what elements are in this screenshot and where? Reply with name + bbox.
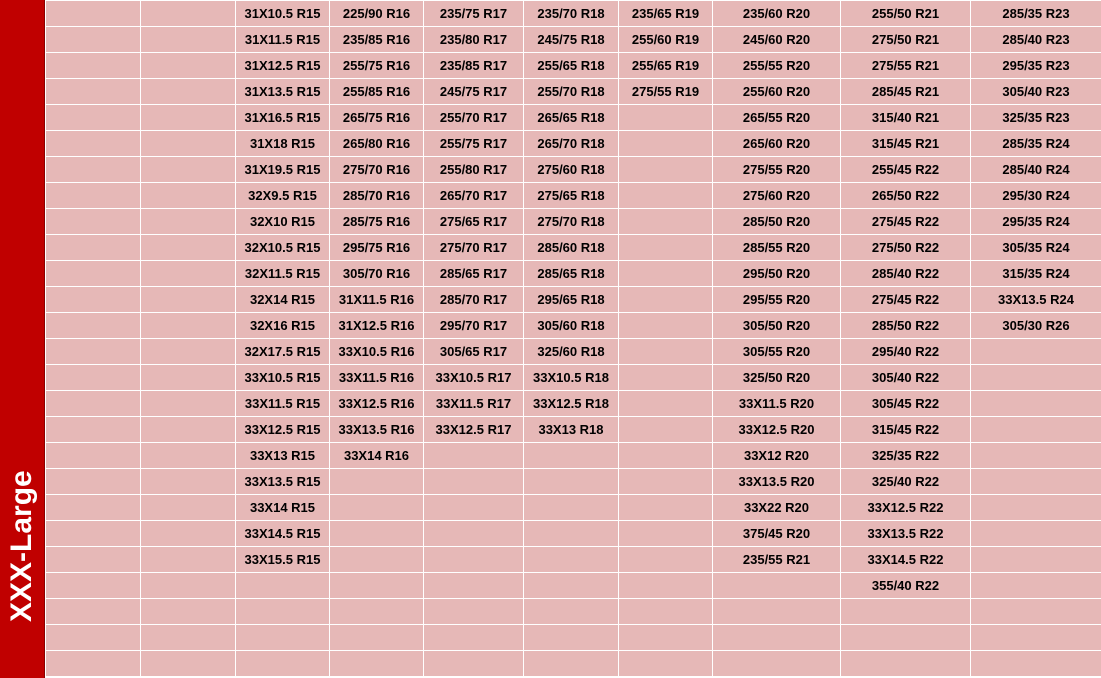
table-cell[interactable] xyxy=(46,183,141,209)
table-cell[interactable] xyxy=(619,391,713,417)
table-cell[interactable] xyxy=(141,573,236,599)
table-cell[interactable]: 295/35 R24 xyxy=(971,209,1101,235)
table-cell[interactable] xyxy=(141,183,236,209)
table-cell[interactable]: 315/45 R21 xyxy=(841,131,971,157)
table-cell[interactable]: 245/75 R18 xyxy=(524,27,619,53)
table-cell[interactable] xyxy=(141,495,236,521)
table-cell[interactable]: 295/35 R23 xyxy=(971,53,1101,79)
table-cell[interactable] xyxy=(141,365,236,391)
table-cell[interactable]: 33X12.5 R15 xyxy=(236,417,330,443)
table-cell[interactable] xyxy=(619,105,713,131)
table-cell[interactable]: 285/40 R24 xyxy=(971,157,1101,183)
table-cell[interactable]: 275/70 R18 xyxy=(524,209,619,235)
table-cell[interactable]: 33X12.5 R22 xyxy=(841,495,971,521)
table-cell[interactable] xyxy=(46,391,141,417)
table-row xyxy=(46,339,1101,365)
table-cell[interactable]: 275/70 R16 xyxy=(330,157,424,183)
table-cell[interactable] xyxy=(330,651,424,677)
table-cell[interactable] xyxy=(141,53,236,79)
table-cell[interactable]: 275/50 R21 xyxy=(841,27,971,53)
table-cell[interactable] xyxy=(619,313,713,339)
table-cell[interactable] xyxy=(524,599,619,625)
table-cell[interactable] xyxy=(424,495,524,521)
table-cell[interactable] xyxy=(236,651,330,677)
table-row xyxy=(46,443,1101,469)
table-cell[interactable] xyxy=(330,547,424,573)
table-cell[interactable] xyxy=(619,573,713,599)
table-cell[interactable] xyxy=(619,183,713,209)
table-cell[interactable]: 31X12.5 R15 xyxy=(236,53,330,79)
table-cell[interactable]: 33X13.5 R22 xyxy=(841,521,971,547)
table-cell[interactable] xyxy=(236,599,330,625)
table-cell[interactable] xyxy=(330,599,424,625)
table-cell[interactable] xyxy=(46,287,141,313)
table-cell[interactable]: 245/75 R17 xyxy=(424,79,524,105)
table-cell[interactable] xyxy=(46,339,141,365)
table-cell[interactable]: 255/50 R21 xyxy=(841,1,971,27)
table-cell[interactable]: 305/65 R17 xyxy=(424,339,524,365)
table-cell[interactable] xyxy=(619,469,713,495)
table-cell[interactable]: 375/45 R20 xyxy=(713,521,841,547)
table-cell[interactable] xyxy=(524,469,619,495)
table-row xyxy=(46,287,1101,313)
table-row xyxy=(46,131,1101,157)
table-cell[interactable] xyxy=(619,443,713,469)
table-row xyxy=(46,157,1101,183)
table-cell[interactable]: 255/85 R16 xyxy=(330,79,424,105)
table-cell[interactable]: 265/60 R20 xyxy=(713,131,841,157)
table-cell[interactable] xyxy=(424,469,524,495)
table-cell[interactable] xyxy=(524,625,619,651)
table-cell[interactable]: 305/50 R20 xyxy=(713,313,841,339)
table-cell[interactable]: 305/70 R16 xyxy=(330,261,424,287)
table-cell[interactable] xyxy=(46,313,141,339)
table-row xyxy=(46,521,1101,547)
table-row xyxy=(46,365,1101,391)
table-cell[interactable]: 33X13.5 R15 xyxy=(236,469,330,495)
table-cell[interactable] xyxy=(46,27,141,53)
table-row xyxy=(46,53,1101,79)
table-row xyxy=(46,261,1101,287)
table-cell[interactable] xyxy=(141,261,236,287)
table-cell[interactable] xyxy=(141,651,236,677)
table-cell[interactable]: 33X10.5 R16 xyxy=(330,339,424,365)
table-cell[interactable]: 32X14 R15 xyxy=(236,287,330,313)
table-cell[interactable] xyxy=(971,495,1101,521)
table-cell[interactable] xyxy=(971,521,1101,547)
table-cell[interactable]: 235/75 R17 xyxy=(424,1,524,27)
table-cell[interactable]: 285/35 R23 xyxy=(971,1,1101,27)
table-cell[interactable]: 285/75 R16 xyxy=(330,209,424,235)
table-cell[interactable]: 265/55 R20 xyxy=(713,105,841,131)
table-cell[interactable]: 275/55 R20 xyxy=(713,157,841,183)
table-row xyxy=(46,105,1101,131)
table-cell[interactable] xyxy=(424,547,524,573)
tire-size-table xyxy=(45,0,1101,677)
table-cell[interactable]: 33X13.5 R20 xyxy=(713,469,841,495)
table-cell[interactable] xyxy=(971,469,1101,495)
table-cell[interactable]: 33X12.5 R17 xyxy=(424,417,524,443)
table-cell[interactable] xyxy=(46,1,141,27)
table-cell[interactable]: 295/75 R16 xyxy=(330,235,424,261)
table-cell[interactable]: 285/65 R18 xyxy=(524,261,619,287)
table-cell[interactable]: 305/35 R24 xyxy=(971,235,1101,261)
table-cell[interactable] xyxy=(619,157,713,183)
table-cell[interactable]: 275/65 R18 xyxy=(524,183,619,209)
table-cell[interactable]: 32X10.5 R15 xyxy=(236,235,330,261)
table-cell[interactable]: 235/55 R21 xyxy=(713,547,841,573)
table-cell[interactable]: 265/65 R18 xyxy=(524,105,619,131)
table-cell[interactable]: 275/45 R22 xyxy=(841,209,971,235)
table-cell[interactable] xyxy=(971,651,1101,677)
table-cell[interactable] xyxy=(141,469,236,495)
table-cell[interactable]: 33X10.5 R18 xyxy=(524,365,619,391)
table-cell[interactable] xyxy=(619,417,713,443)
table-cell[interactable] xyxy=(46,521,141,547)
table-cell[interactable] xyxy=(713,573,841,599)
table-cell[interactable] xyxy=(971,339,1101,365)
table-cell[interactable]: 33X14 R15 xyxy=(236,495,330,521)
table-cell[interactable] xyxy=(141,27,236,53)
table-cell[interactable] xyxy=(424,599,524,625)
table-cell[interactable] xyxy=(46,235,141,261)
table-cell[interactable] xyxy=(619,599,713,625)
table-cell[interactable]: 33X12.5 R20 xyxy=(713,417,841,443)
table-row xyxy=(46,27,1101,53)
table-cell[interactable]: 325/50 R20 xyxy=(713,365,841,391)
table-cell[interactable]: 33X10.5 R17 xyxy=(424,365,524,391)
table-cell[interactable] xyxy=(713,651,841,677)
table-cell[interactable]: 295/65 R18 xyxy=(524,287,619,313)
table-row xyxy=(46,183,1101,209)
table-cell[interactable] xyxy=(46,261,141,287)
table-cell[interactable] xyxy=(971,573,1101,599)
table-cell[interactable] xyxy=(424,651,524,677)
table-cell[interactable] xyxy=(524,443,619,469)
table-cell[interactable]: 285/40 R23 xyxy=(971,27,1101,53)
table-cell[interactable] xyxy=(46,209,141,235)
table-cell[interactable]: 275/50 R22 xyxy=(841,235,971,261)
table-cell[interactable] xyxy=(424,573,524,599)
table-cell[interactable]: 275/60 R18 xyxy=(524,157,619,183)
table-cell[interactable]: 33X11.5 R20 xyxy=(713,391,841,417)
table-cell[interactable] xyxy=(236,573,330,599)
table-cell[interactable]: 33X12 R20 xyxy=(713,443,841,469)
table-cell[interactable] xyxy=(619,521,713,547)
table-row xyxy=(46,469,1101,495)
table-cell[interactable]: 285/65 R17 xyxy=(424,261,524,287)
table-cell[interactable]: 235/80 R17 xyxy=(424,27,524,53)
table-cell[interactable] xyxy=(619,495,713,521)
table-cell[interactable] xyxy=(330,521,424,547)
table-cell[interactable]: 305/40 R22 xyxy=(841,365,971,391)
table-cell[interactable]: 255/70 R18 xyxy=(524,79,619,105)
table-cell[interactable]: 305/30 R26 xyxy=(971,313,1101,339)
table-cell[interactable] xyxy=(971,599,1101,625)
table-cell[interactable] xyxy=(46,105,141,131)
table-cell[interactable] xyxy=(141,157,236,183)
table-cell[interactable] xyxy=(971,547,1101,573)
table-cell[interactable]: 33X13.5 R16 xyxy=(330,417,424,443)
table-cell[interactable] xyxy=(46,573,141,599)
table-cell[interactable]: 285/50 R20 xyxy=(713,209,841,235)
table-cell[interactable]: 31X19.5 R15 xyxy=(236,157,330,183)
table-cell[interactable]: 225/90 R16 xyxy=(330,1,424,27)
table-cell[interactable]: 315/40 R21 xyxy=(841,105,971,131)
table-cell[interactable]: 31X18 R15 xyxy=(236,131,330,157)
table-cell[interactable] xyxy=(46,131,141,157)
table-cell[interactable] xyxy=(619,651,713,677)
table-cell[interactable] xyxy=(524,521,619,547)
table-cell[interactable] xyxy=(330,625,424,651)
table-cell[interactable] xyxy=(141,79,236,105)
table-cell[interactable]: 255/75 R16 xyxy=(330,53,424,79)
table-cell[interactable] xyxy=(619,209,713,235)
table-row xyxy=(46,547,1101,573)
table-cell[interactable]: 295/50 R20 xyxy=(713,261,841,287)
table-cell[interactable] xyxy=(713,625,841,651)
table-cell[interactable] xyxy=(141,131,236,157)
table-cell[interactable] xyxy=(971,365,1101,391)
table-cell[interactable]: 305/40 R23 xyxy=(971,79,1101,105)
table-cell[interactable] xyxy=(46,53,141,79)
table-cell[interactable]: 235/65 R19 xyxy=(619,1,713,27)
table-cell[interactable] xyxy=(141,105,236,131)
table-cell[interactable]: 275/60 R20 xyxy=(713,183,841,209)
table-cell[interactable]: 255/60 R20 xyxy=(713,79,841,105)
table-cell[interactable]: 255/65 R19 xyxy=(619,53,713,79)
table-cell[interactable] xyxy=(330,469,424,495)
table-cell[interactable] xyxy=(619,625,713,651)
table-row xyxy=(46,1,1101,27)
table-cell[interactable]: 33X11.5 R17 xyxy=(424,391,524,417)
table-cell[interactable] xyxy=(619,547,713,573)
table-cell[interactable]: 255/60 R19 xyxy=(619,27,713,53)
table-cell[interactable] xyxy=(524,495,619,521)
table-cell[interactable]: 285/70 R16 xyxy=(330,183,424,209)
table-cell[interactable]: 255/65 R18 xyxy=(524,53,619,79)
table-cell[interactable]: 235/85 R16 xyxy=(330,27,424,53)
table-cell[interactable]: 235/85 R17 xyxy=(424,53,524,79)
table-cell[interactable]: 285/55 R20 xyxy=(713,235,841,261)
table-cell[interactable] xyxy=(524,573,619,599)
table-cell[interactable]: 315/35 R24 xyxy=(971,261,1101,287)
table-cell[interactable]: 33X14 R16 xyxy=(330,443,424,469)
table-cell[interactable] xyxy=(141,625,236,651)
table-cell[interactable]: 33X22 R20 xyxy=(713,495,841,521)
table-cell[interactable] xyxy=(141,1,236,27)
table-cell[interactable] xyxy=(46,443,141,469)
table-cell[interactable] xyxy=(46,651,141,677)
table-cell[interactable]: 295/30 R24 xyxy=(971,183,1101,209)
table-cell[interactable]: 285/60 R18 xyxy=(524,235,619,261)
table-cell[interactable] xyxy=(46,495,141,521)
table-cell[interactable] xyxy=(619,235,713,261)
table-cell[interactable]: 265/75 R16 xyxy=(330,105,424,131)
table-cell[interactable] xyxy=(619,131,713,157)
table-cell[interactable]: 32X9.5 R15 xyxy=(236,183,330,209)
table-cell[interactable] xyxy=(141,547,236,573)
table-cell[interactable]: 265/80 R16 xyxy=(330,131,424,157)
table-cell[interactable]: 33X12.5 R18 xyxy=(524,391,619,417)
table-cell[interactable] xyxy=(141,313,236,339)
table-cell[interactable] xyxy=(619,261,713,287)
table-cell[interactable]: 255/70 R17 xyxy=(424,105,524,131)
table-cell[interactable] xyxy=(619,339,713,365)
table-cell[interactable] xyxy=(330,573,424,599)
table-cell[interactable] xyxy=(619,287,713,313)
table-cell[interactable] xyxy=(524,651,619,677)
table-cell[interactable]: 255/80 R17 xyxy=(424,157,524,183)
table-cell[interactable] xyxy=(141,209,236,235)
table-row xyxy=(46,417,1101,443)
table-cell[interactable]: 265/70 R17 xyxy=(424,183,524,209)
table-row xyxy=(46,625,1101,651)
table-cell[interactable]: 33X13 R18 xyxy=(524,417,619,443)
table-cell[interactable] xyxy=(713,599,841,625)
table-cell[interactable]: 33X13.5 R24 xyxy=(971,287,1101,313)
table-cell[interactable]: 31X11.5 R16 xyxy=(330,287,424,313)
table-cell[interactable] xyxy=(524,547,619,573)
table-cell[interactable] xyxy=(619,365,713,391)
table-row xyxy=(46,599,1101,625)
table-cell[interactable]: 325/35 R23 xyxy=(971,105,1101,131)
table-cell[interactable]: 275/55 R19 xyxy=(619,79,713,105)
table-cell[interactable]: 255/55 R20 xyxy=(713,53,841,79)
table-cell[interactable] xyxy=(141,287,236,313)
table-cell[interactable]: 285/35 R24 xyxy=(971,131,1101,157)
table-row xyxy=(46,573,1101,599)
table-cell[interactable]: 275/45 R22 xyxy=(841,287,971,313)
table-cell[interactable]: 235/60 R20 xyxy=(713,1,841,27)
table-cell[interactable]: 315/45 R22 xyxy=(841,417,971,443)
table-cell[interactable] xyxy=(46,599,141,625)
section-label: XXX-Large xyxy=(5,470,38,622)
table-cell[interactable] xyxy=(330,495,424,521)
table-cell[interactable]: 295/70 R17 xyxy=(424,313,524,339)
table-cell[interactable]: 33X11.5 R15 xyxy=(236,391,330,417)
table-row xyxy=(46,495,1101,521)
table-cell[interactable]: 33X14.5 R22 xyxy=(841,547,971,573)
table-cell[interactable]: 275/65 R17 xyxy=(424,209,524,235)
table-cell[interactable]: 325/40 R22 xyxy=(841,469,971,495)
table-cell[interactable] xyxy=(841,599,971,625)
table-row xyxy=(46,209,1101,235)
table-cell[interactable]: 32X10 R15 xyxy=(236,209,330,235)
table-cell[interactable]: 295/40 R22 xyxy=(841,339,971,365)
table-cell[interactable]: 33X10.5 R15 xyxy=(236,365,330,391)
table-cell[interactable]: 265/70 R18 xyxy=(524,131,619,157)
table-cell[interactable]: 295/55 R20 xyxy=(713,287,841,313)
table-cell[interactable] xyxy=(141,417,236,443)
table-cell[interactable] xyxy=(424,443,524,469)
table-cell[interactable]: 285/50 R22 xyxy=(841,313,971,339)
table-cell[interactable] xyxy=(971,391,1101,417)
table-cell[interactable] xyxy=(141,521,236,547)
table-cell[interactable]: 31X10.5 R15 xyxy=(236,1,330,27)
table-cell[interactable]: 33X12.5 R16 xyxy=(330,391,424,417)
table-cell[interactable]: 275/55 R21 xyxy=(841,53,971,79)
table-cell[interactable] xyxy=(841,625,971,651)
table-row xyxy=(46,79,1101,105)
table-cell[interactable] xyxy=(424,521,524,547)
table-cell[interactable] xyxy=(424,625,524,651)
table-cell[interactable] xyxy=(141,339,236,365)
table-cell[interactable]: 285/70 R17 xyxy=(424,287,524,313)
table-cell[interactable] xyxy=(236,625,330,651)
table-cell[interactable]: 255/45 R22 xyxy=(841,157,971,183)
table-cell[interactable] xyxy=(46,625,141,651)
table-cell[interactable]: 31X12.5 R16 xyxy=(330,313,424,339)
table-cell[interactable] xyxy=(46,157,141,183)
table-cell[interactable] xyxy=(46,79,141,105)
table-cell[interactable]: 33X14.5 R15 xyxy=(236,521,330,547)
table-cell[interactable] xyxy=(46,365,141,391)
table-cell[interactable]: 32X11.5 R15 xyxy=(236,261,330,287)
table-cell[interactable]: 265/50 R22 xyxy=(841,183,971,209)
table-cell[interactable]: 32X16 R15 xyxy=(236,313,330,339)
table-cell[interactable]: 305/55 R20 xyxy=(713,339,841,365)
section-band xyxy=(0,0,45,678)
table-cell[interactable] xyxy=(971,443,1101,469)
table-cell[interactable]: 31X13.5 R15 xyxy=(236,79,330,105)
table-cell[interactable] xyxy=(141,391,236,417)
table-cell[interactable]: 305/60 R18 xyxy=(524,313,619,339)
table-cell[interactable]: 31X11.5 R15 xyxy=(236,27,330,53)
table-cell[interactable] xyxy=(141,599,236,625)
table-cell[interactable] xyxy=(971,417,1101,443)
table-cell[interactable]: 275/70 R17 xyxy=(424,235,524,261)
table-cell[interactable] xyxy=(141,443,236,469)
table-cell[interactable]: 325/35 R22 xyxy=(841,443,971,469)
table-cell[interactable]: 235/70 R18 xyxy=(524,1,619,27)
table-cell[interactable]: 285/45 R21 xyxy=(841,79,971,105)
table-cell[interactable] xyxy=(141,235,236,261)
table-cell[interactable]: 355/40 R22 xyxy=(841,573,971,599)
table-cell[interactable] xyxy=(46,547,141,573)
table-cell[interactable]: 285/40 R22 xyxy=(841,261,971,287)
table-cell[interactable]: 31X16.5 R15 xyxy=(236,105,330,131)
table-cell[interactable]: 33X13 R15 xyxy=(236,443,330,469)
table-cell[interactable] xyxy=(46,469,141,495)
table-row xyxy=(46,391,1101,417)
table-cell[interactable] xyxy=(971,625,1101,651)
table-cell[interactable] xyxy=(46,417,141,443)
table-cell[interactable]: 33X15.5 R15 xyxy=(236,547,330,573)
table-cell[interactable]: 255/75 R17 xyxy=(424,131,524,157)
table-cell[interactable] xyxy=(841,651,971,677)
table-cell[interactable]: 32X17.5 R15 xyxy=(236,339,330,365)
table-cell[interactable]: 325/60 R18 xyxy=(524,339,619,365)
table-cell[interactable]: 33X11.5 R16 xyxy=(330,365,424,391)
table-cell[interactable]: 245/60 R20 xyxy=(713,27,841,53)
table-row xyxy=(46,235,1101,261)
table-row xyxy=(46,651,1101,677)
table-row xyxy=(46,313,1101,339)
table-cell[interactable]: 305/45 R22 xyxy=(841,391,971,417)
